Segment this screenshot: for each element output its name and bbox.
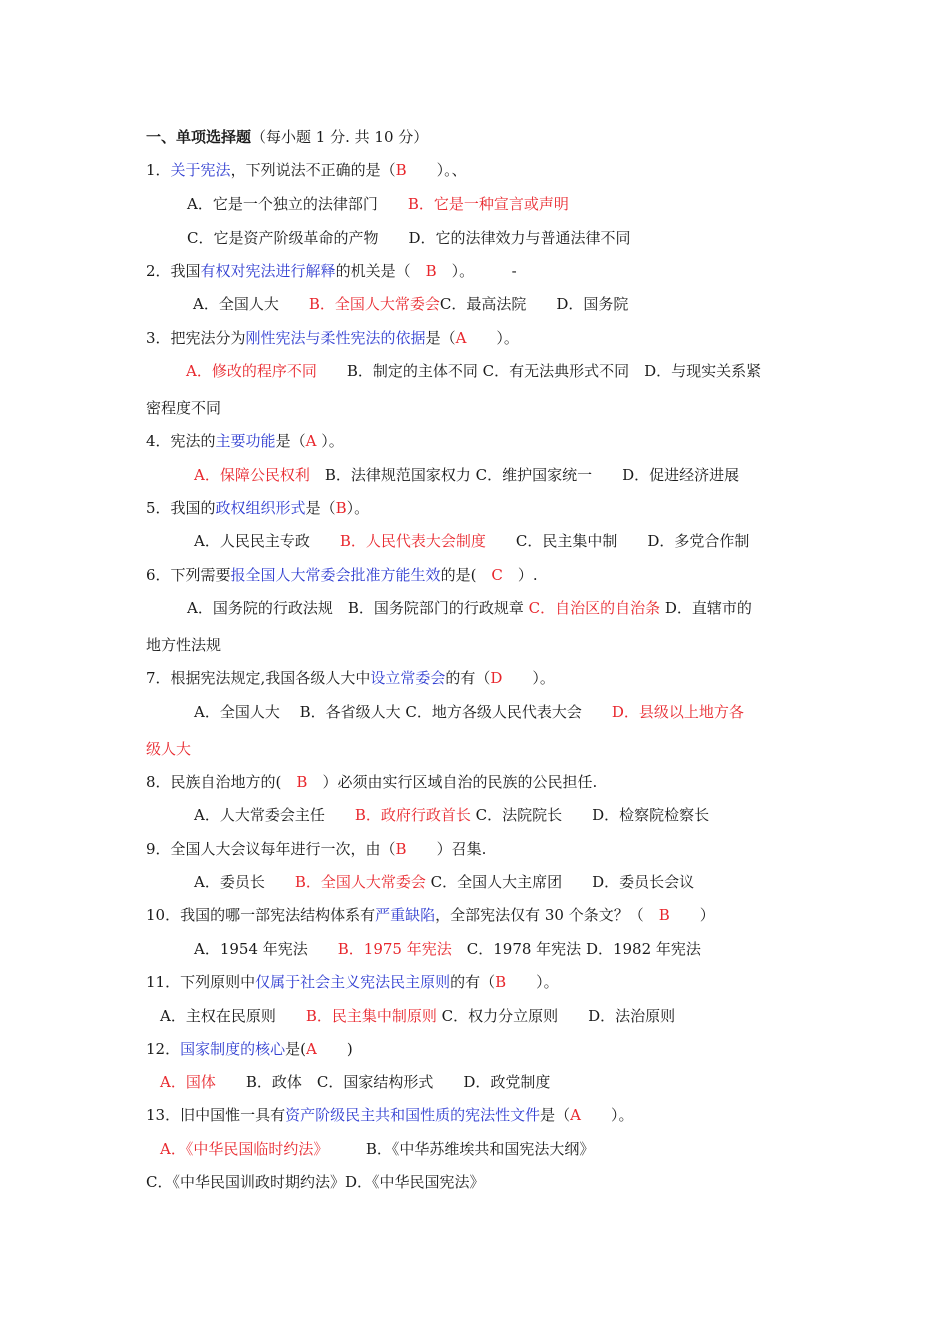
question-1-topic: 关于宪法 (170, 161, 231, 179)
question-3-options (186, 361, 761, 381)
question-5: 5．我国的政权组织形式是（B）。 (146, 499, 370, 517)
question-2-answer: B (425, 262, 437, 280)
question-3-answer: A (455, 329, 467, 347)
question-1: 1．关于宪法，下列说法不正确的是（B ）。、 (146, 161, 467, 179)
option-d-correct: D．县级以上地方各 (611, 703, 744, 721)
option-a: A．它是一个独立的法律部门 (187, 195, 408, 213)
options-rest: C．法院院长 D．检察院检察长 (470, 806, 710, 824)
question-6: 6．下列需要报全国人大常委会批准方能生效的是( C ）. (146, 566, 538, 584)
question-11: 11．下列原则中仅属于社会主义宪法民主原则的有（B ）。 (146, 973, 559, 991)
question-5-topic: 政权组织形式 (215, 499, 306, 517)
option-c: C．它是资产阶级革命的产物 (187, 229, 409, 247)
options-abc: A．全国人大 B．各省级人大 C．地方各级人民代表大会 (194, 703, 612, 721)
section-heading (146, 127, 428, 147)
option-b-correct: B．1975 年宪法 (337, 940, 452, 958)
question-7-options (194, 702, 744, 722)
question-2-options (193, 294, 628, 314)
question-13: 13．旧中国惟一具有资产阶级民主共和国性质的宪法性文件是（A ）。 (146, 1106, 634, 1124)
question-10-topic: 严重缺陷 (375, 906, 436, 924)
question-10-answer: B (658, 906, 670, 924)
question-9: 9．全国人大会议每年进行一次，由（B ）召集. (146, 840, 487, 858)
option-b-correct: B．全国人大常委会 (308, 295, 440, 313)
question-4: 4．宪法的主要功能是（A ）。 (146, 432, 344, 450)
question-8: 8．民族自治地方的( B ）必须由实行区域自治的民族的公民担任. (146, 773, 598, 791)
question-2: 2．我国有权对宪法进行解释的机关是（ B ）。 - (146, 262, 517, 280)
question-12-answer: A (305, 1040, 317, 1058)
question-11-answer: B (495, 973, 507, 991)
question-9-options (194, 872, 694, 892)
question-6-options (187, 598, 752, 618)
question-1-options-cd (187, 228, 631, 248)
question-10-options (194, 939, 701, 959)
question-11-topic: 仅属于社会主义宪法民主原则 (255, 973, 451, 991)
options-rest: C．1978 年宪法 D．1982 年宪法 (451, 940, 701, 958)
question-13-options-cd: C．《中华民国训政时期约法》D．《中华民国宪法》 (146, 1173, 485, 1191)
option-a-correct: A．修改的程序不同 (186, 362, 317, 380)
question-7: 7．根据宪法规定,我国各级人大中设立常委会的有（D ）。 (146, 669, 555, 687)
option-b: B．《中华苏维埃共和国宪法大纲》 (320, 1140, 595, 1158)
option-a: A．1954 年宪法 (194, 940, 338, 958)
section-title: 一、单项选择题 (146, 128, 252, 146)
question-13-topic: 资产阶级民主共和国性质的宪法性文件 (285, 1106, 541, 1124)
question-6-topic: 报全国人大常委会批准方能生效 (230, 566, 441, 584)
question-12: 12．国家制度的核心是(A ) (146, 1040, 353, 1058)
option-a: A．主权在民原则 (160, 1007, 306, 1025)
options-rest: B．法律规范国家权力 C．维护国家统一 D．促进经济进展 (309, 466, 740, 484)
question-5-answer: B (335, 499, 347, 517)
question-5-options (194, 531, 749, 551)
options-rest: C．全国人大主席团 D．委员长会议 (425, 873, 695, 891)
question-1-options-ab (187, 194, 569, 214)
question-4-topic: 主要功能 (215, 432, 276, 450)
question-3-options-wrap: 密程度不同 (146, 399, 222, 417)
question-8-answer: B (296, 773, 308, 791)
option-b-correct: B．政府行政首长 (354, 806, 471, 824)
option-a: A．人民民主专政 (194, 532, 340, 550)
question-7-options-wrap: 级人大 (146, 740, 192, 758)
question-6-options-wrap: 地方性法规 (146, 636, 222, 654)
options-ab: A．国务院的行政法规 B．国务院部门的行政规章 (187, 599, 529, 617)
question-11-options (160, 1006, 675, 1026)
option-a-correct: A．保障公民权利 (194, 466, 310, 484)
option-a-correct: A．国体 (160, 1073, 216, 1091)
question-10: 10．我国的哪一部宪法结构体系有严重缺陷，全部宪法仅有 30 个条文？（ B ） (146, 906, 715, 924)
question-13-answer: A (570, 1106, 581, 1124)
option-b-correct: B．全国人大常委会 (294, 873, 426, 891)
question-7-answer: D (490, 669, 503, 687)
question-4-options (194, 465, 739, 485)
option-c-correct: C．自治区的自治条 (528, 599, 661, 617)
question-12-options (160, 1072, 550, 1092)
options-rest: B．制定的主体不同 C．有无法典形式不同 D．与现实关系紧 (316, 362, 762, 380)
option-d: D．直辖市的 (660, 599, 752, 617)
option-c: C．最高法院 (439, 295, 557, 313)
section-subtitle: （每小题 1 分. 共 10 分） (251, 128, 429, 146)
question-7-topic: 设立常委会 (370, 669, 446, 687)
question-2-topic: 有权对宪法进行解释 (200, 262, 336, 280)
question-12-topic: 国家制度的核心 (180, 1040, 286, 1058)
option-a-correct: A．《中华民国临时约法》 (160, 1140, 321, 1158)
option-d: D．国务院 (556, 295, 629, 313)
question-13-options-ab (160, 1139, 594, 1159)
question-3-topic: 刚性宪法与柔性宪法的依据 (245, 329, 426, 347)
question-4-answer: A (305, 432, 317, 450)
options-rest: C．民主集中制 D．多党合作制 (485, 532, 750, 550)
option-b-correct: B．民主集中制原则 (305, 1007, 437, 1025)
option-b-correct: B．它是一种宣言或声明 (407, 195, 569, 213)
question-9-answer: B (395, 840, 407, 858)
question-6-answer: C (491, 566, 503, 584)
option-b-correct: B．人民代表大会制度 (339, 532, 486, 550)
question-8-options (194, 805, 709, 825)
option-a: A．全国人大 (193, 295, 309, 313)
question-3: 3．把宪法分为刚性宪法与柔性宪法的依据是（A ）。 (146, 329, 519, 347)
options-rest: B．政体 C．国家结构形式 D．政党制度 (215, 1073, 551, 1091)
option-a: A．委员长 (194, 873, 295, 891)
options-rest: C．权力分立原则 D．法治原则 (436, 1007, 676, 1025)
question-1-answer: B (395, 161, 407, 179)
option-a: A．人大常委会主任 (194, 806, 355, 824)
option-d: D．它的法律效力与普通法律不同 (408, 229, 631, 247)
